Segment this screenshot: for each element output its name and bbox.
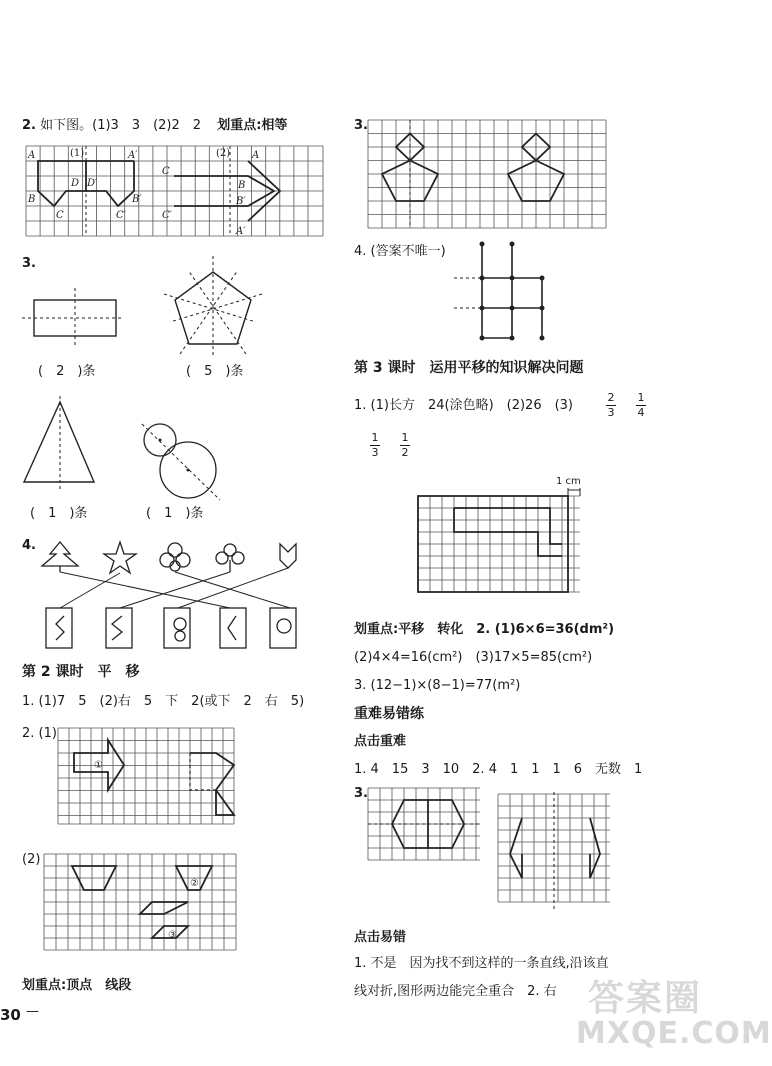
fraction-2-3: 2 3 — [607, 391, 615, 419]
lesson3-q3: 3. (12−1)×(8−1)=77(m²) — [354, 678, 521, 693]
lesson3-q1: 1. (1)长方 24(涂色略) (2)26 (3) — [354, 398, 574, 413]
grid-label-A2: A′ — [128, 150, 138, 161]
grid-label-B4: B′ — [236, 196, 246, 207]
r-q3-num: 3. — [354, 118, 368, 133]
q3-answer-4: ( 1 )条 — [146, 506, 204, 521]
matching-figure — [30, 536, 330, 652]
symmetry-grid — [366, 118, 608, 230]
practice-answers: 1. 4 15 3 10 2. 4 1 1 1 6 无数 1 — [354, 762, 643, 777]
translation-grid-1 — [56, 726, 236, 826]
lesson2-q2-label2: (2) — [22, 852, 41, 867]
area-grid-figure — [416, 488, 582, 602]
circle-label-3: ③ — [168, 930, 177, 941]
grid-label-D2: D′ — [87, 178, 98, 189]
q2-line — [22, 118, 287, 134]
grid-label-2: (2) — [216, 148, 231, 159]
fraction-1-4: 1 4 — [637, 391, 645, 419]
practice-sub1: 点击重难 — [354, 734, 407, 749]
lesson3-title: 第 3 课时 运用平移的知识解决问题 — [354, 360, 584, 376]
lesson2-q1: 1. (1)7 5 (2)右 5 下 2(或下 2 右 5) — [22, 694, 305, 709]
practice-sub2: 点击易错 — [354, 930, 407, 945]
q2-answer: 如下图。(1)3 3 (2)2 2 — [40, 118, 202, 133]
grid-label-B: B — [28, 194, 36, 205]
q3-answer-1: ( 2 )条 — [38, 364, 96, 379]
lesson2-focus: 划重点:顶点 线段 — [22, 978, 132, 993]
q3-answer-3: ( 1 )条 — [30, 506, 88, 521]
practice-q3-num: 3. — [354, 786, 368, 801]
fraction-1-2: 1 2 — [401, 431, 409, 459]
dot-grid-figure — [450, 240, 550, 344]
error-answer-line2: 线对折,图形两边能完全重合 2. 右 — [354, 984, 557, 999]
q3-answer-2: ( 5 )条 — [186, 364, 244, 379]
grid-label-C: C — [56, 210, 64, 221]
lesson3-q2b: (2)4×4=16(cm²) (3)17×5=85(cm²) — [354, 650, 593, 665]
grid-label-A: A — [28, 150, 36, 161]
fraction-1-3: 1 3 — [371, 431, 379, 459]
scale-label: 1 cm — [556, 476, 581, 487]
pentagon-figure — [158, 250, 268, 360]
practice-title: 重难易错练 — [354, 706, 424, 722]
grid-label-A3: A — [252, 150, 260, 161]
grid-label-C3: C — [162, 166, 170, 177]
q2-focus: 划重点:相等 — [217, 118, 288, 133]
lesson3-focus: 划重点:平移 转化 2. (1)6×6=36(dm²) — [354, 622, 615, 637]
circle-label-1: ① — [94, 760, 103, 771]
grid-label-1: (1) — [70, 148, 85, 159]
translation-grid-2 — [42, 852, 238, 952]
grid-label-B2: B′ — [132, 194, 142, 205]
column-divider — [342, 110, 343, 990]
lesson2-title: 第 2 课时 平 移 — [22, 664, 140, 680]
grid-label-B3: B — [238, 180, 246, 191]
grid-label-D: D — [71, 178, 80, 189]
page-number: 30 — [0, 1006, 21, 1024]
triangle-figure — [20, 396, 100, 492]
grid-label-C2: C′ — [116, 210, 126, 221]
q2-num: 2. — [22, 118, 36, 133]
watermark-url: MXQE.COM — [576, 1016, 772, 1051]
rectangle-figure — [22, 282, 122, 352]
r-q4-text: 4. (答案不唯一) — [354, 244, 446, 259]
two-circles-figure — [136, 418, 226, 504]
page-rule: — — [26, 1004, 39, 1019]
watermark-logo: 答案圈 — [588, 978, 703, 1019]
grid-label-A4: A′ — [236, 226, 246, 237]
q3-num: 3. — [22, 256, 36, 271]
lesson2-q2-label1: 2. (1) — [22, 726, 57, 741]
grid-label-C4: C′ — [162, 210, 172, 221]
q4-num: 4. — [22, 538, 36, 553]
circle-label-2: ② — [190, 878, 199, 889]
mirror-grid-2 — [496, 792, 612, 912]
mirror-grid-1 — [366, 786, 482, 862]
q2-grid-figure — [26, 146, 324, 238]
error-answer-line1: 1. 不是 因为找不到这样的一条直线,沿该直 — [354, 956, 609, 971]
